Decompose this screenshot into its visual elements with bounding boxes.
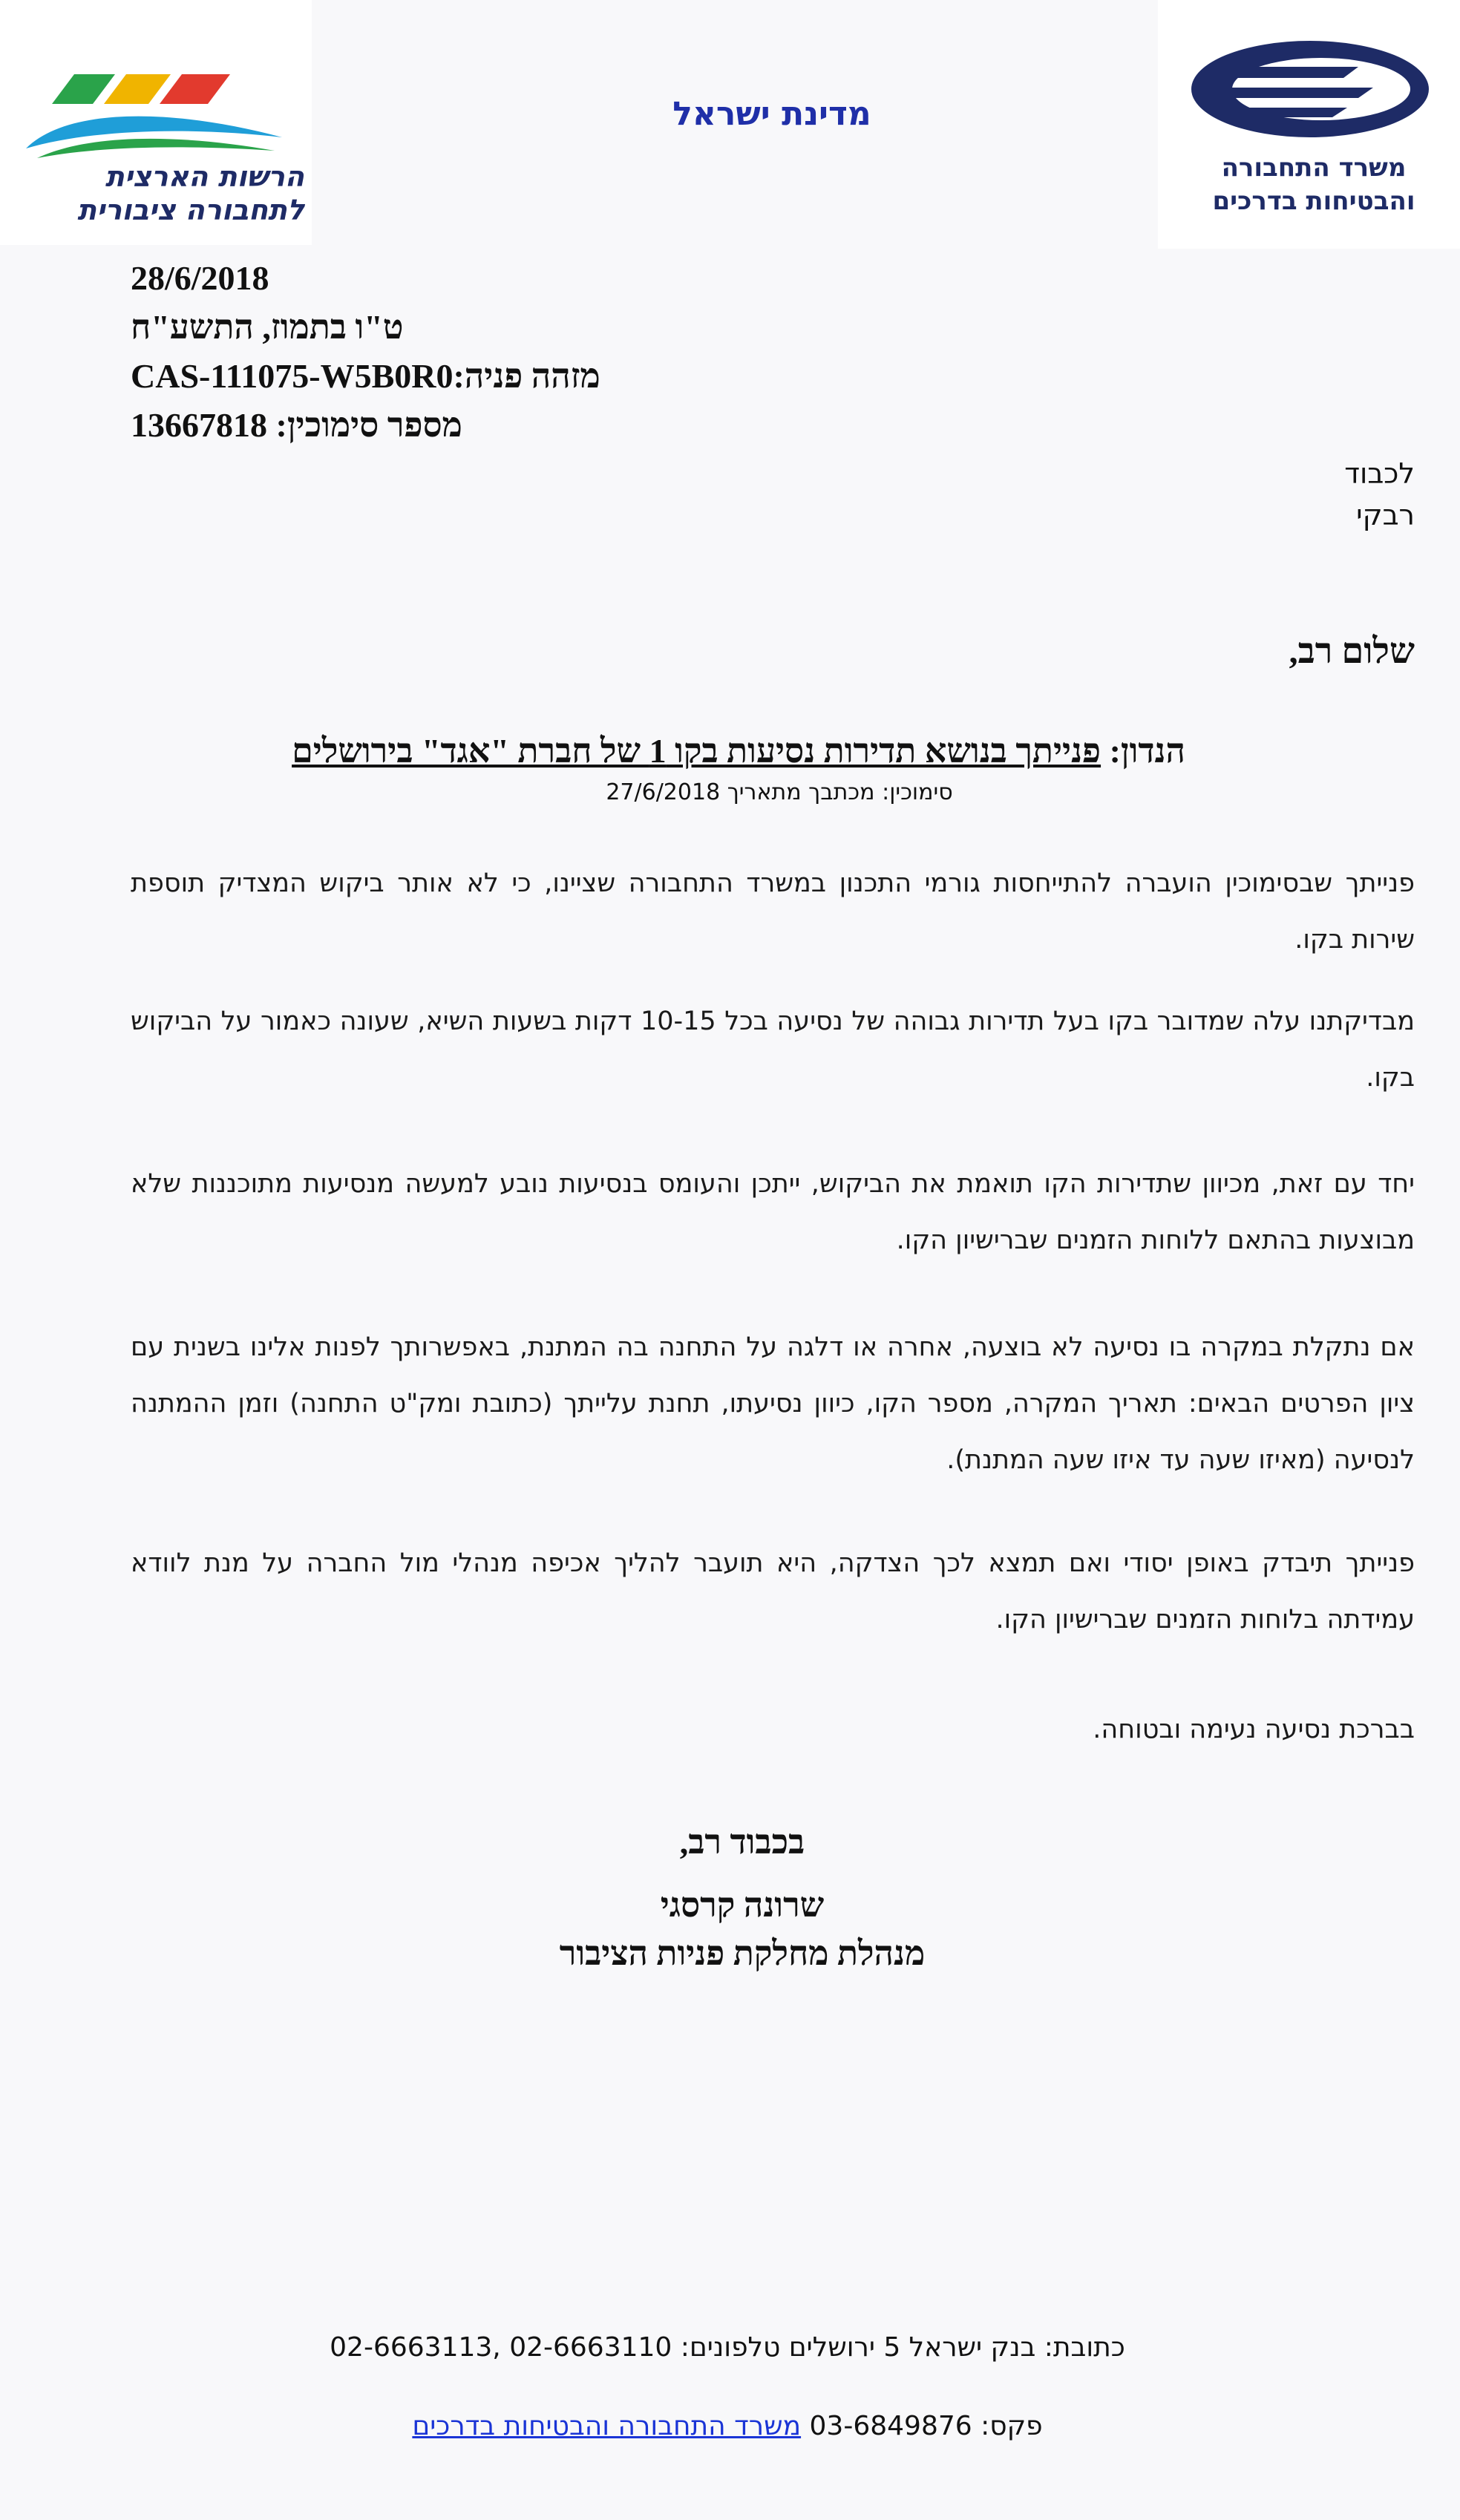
paragraph-1: פנייתך שבסימוכין הועברה להתייחסות גורמי התכנון במשרד התחבורה שציינו, כי לא אותר ביקוש המצדיק תוספת שירות בקו. [131,868,1415,955]
letter-date: 28/6/2018 [131,259,269,297]
subject-text: פנייתך בנושא תדירות נסיעות בקו 1 של חברת "אגד" בירושלים [292,732,1101,770]
paragraph-5: פנייתך תיבדק באופן יסודי ואם תמצא לכך הצדקה, היא תועבר להליך אכיפה מנהלי מול החברה על מנת לוודא עמידתה בלוחות הזמנים שברישיון הקו. [131,1548,1415,1634]
paragraph-4: אם נתקלת במקרה בו נסיעה לא בוצעה, אחרה או דלגה על התחנה בה המתנת, באפשרותך לפנות אלינו בשנית עם ציון הפרטים הבאים: תאריך המקרה, מספר הקו, כיוון נסיעתו, תחנת עלייתך (כתובת ומק"ט התחנה) וזמן ההמתנה לנסיעה (מאיזו שעה עד איזו שעה המתנת). [131,1332,1415,1475]
reference-number-label: מספר סימוכין: [275,406,462,444]
ministry-name-line1: משרד התחבורה [1221,153,1407,183]
public-transport-authority-logo [0,0,312,245]
inquiry-id-row [131,352,799,401]
authority-name-line2: לתחבורה ציבורית [77,194,304,226]
greeting: שלום רב, [1289,632,1415,671]
paragraph-2: מבדיקתנו עלה שמדובר בקו בעל תדירות גבוהה של נסיעה בכל 10-15 דקות בשעות השיא, שעונה כאמור על הביקוש בקו. [131,1007,1415,1093]
state-title: מדינת ישראל [672,95,871,133]
paragraph-6: בברכת נסיעה נעימה ובטוחה. [1093,1715,1415,1744]
footer-address: כתובת: בנק ישראל 5 ירושלים טלפונים: 02-6663110 ,02-6663113 [330,2332,1125,2363]
signatory-title: מנהלת מחלקת פניות הציבור [559,1934,926,1972]
ministry-website-link[interactable]: משרד התחבורה והבטיחות בדרכים [412,2411,802,2441]
ministry-of-transport-logo [1158,0,1460,249]
recipient-name: רבקי [1356,499,1415,531]
subject-line [148,731,1329,770]
recipient-salutation: לכבוד [1344,457,1415,490]
subject-prefix: הנדון: [1109,732,1185,770]
reference-number-value: 13667818 [131,406,267,444]
footer-fax: פקס: 03-6849876 [809,2411,1043,2441]
authority-logo-icon [22,63,289,160]
ministry-logo-icon [1188,37,1433,141]
hebrew-date: ט"ו בתמוז, התשע"ח [131,308,404,346]
authority-name-line1: הרשות הארצית [105,160,304,193]
paragraph-3: יחד עם זאת, מכיוון שתדירות הקו תואמת את הביקוש, ייתכן והעומס בנסיעות נובע למעשה מנסיעות מתוכננות שלא מבוצעות בהתאם ללוחות הזמנים שברישיון הקו. [131,1169,1415,1255]
footer-fax-row [223,2411,1232,2441]
inquiry-id-label: מזהה פניה: [453,357,600,395]
closing: בכבוד רב, [679,1823,805,1861]
reference-number-row [131,401,799,450]
reference-line: סימוכין: מכתבך מתאריך 27/6/2018 [606,779,953,805]
recipient-block [1113,453,1415,536]
signatory-name: שרונה קרסגי [660,1886,825,1924]
inquiry-id-value: CAS-111075-W5B0R0 [131,357,454,395]
ministry-name-line2: והבטיחות בדרכים [1212,186,1415,216]
